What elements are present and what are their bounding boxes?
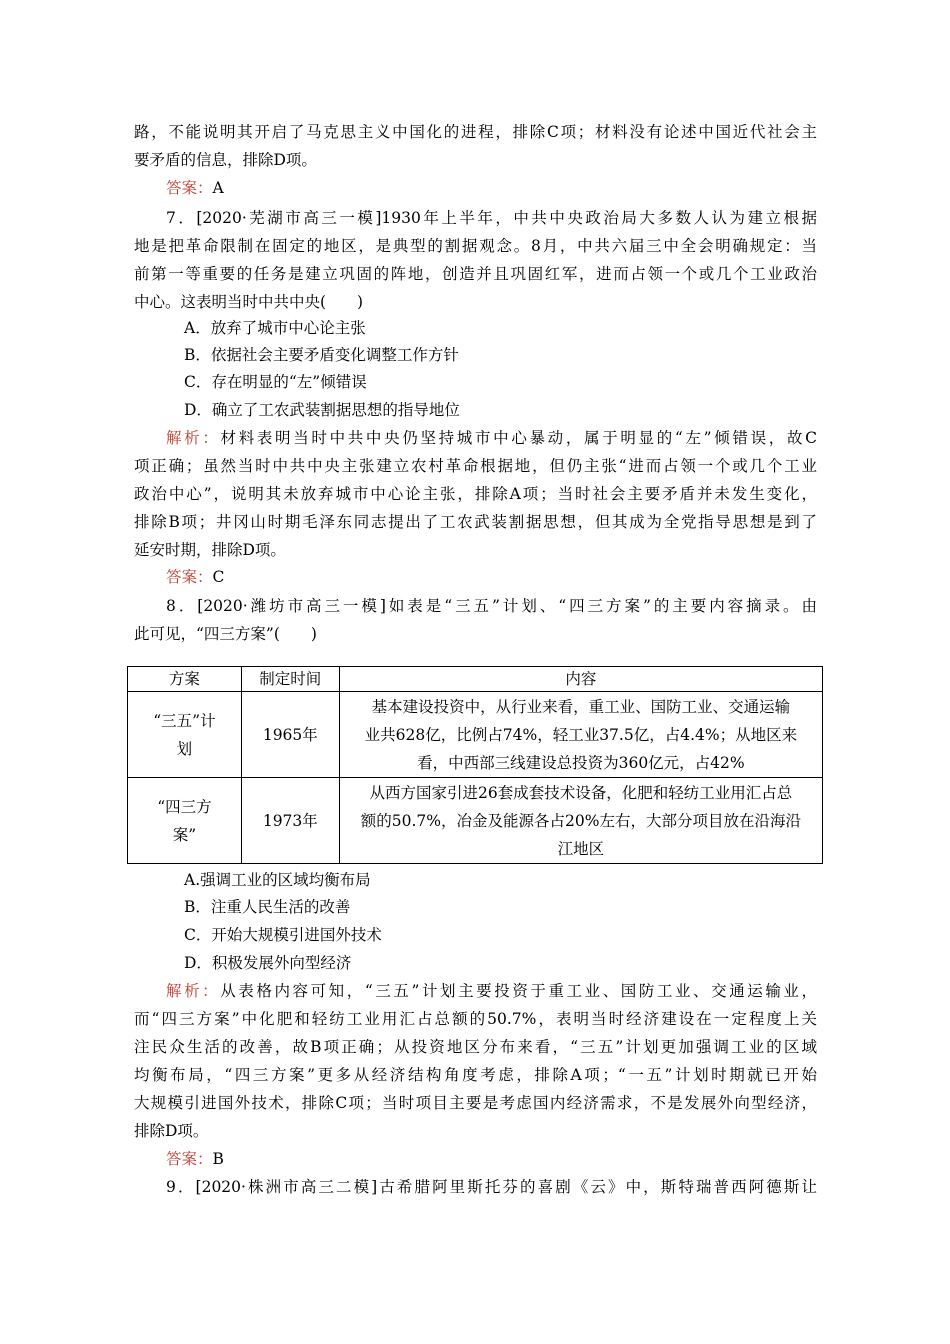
analysis-line: 注民众生活的改善，故B项正确；从投资地区分布来看，“三五”计划更加强调工业的区域 <box>134 1038 817 1056</box>
option-c: C．开始大规模引进国外技术 <box>184 926 382 944</box>
analysis-line: 均衡布局，“四三方案”更多从经济结构角度考虑，排除A项；“一五”计划时期就已开始 <box>134 1066 817 1084</box>
option-c: C．存在明显的“左”倾错误 <box>184 373 367 391</box>
analysis-line: 排除D项。 <box>134 1122 209 1140</box>
answer-label: 答案： <box>166 568 213 586</box>
analysis-line <box>166 424 817 452</box>
option-a: A．放弃了城市中心论主张 <box>184 319 366 337</box>
question-line: 8．[2020·潍坊市高三一模]如表是“三五”计划、“四三方案”的主要内容摘录。由 <box>166 597 817 615</box>
analysis-line: 而“四三方案”中化肥和轻纺工业用汇占总额的50.7%，表明当时经济建设在一定程度上关 <box>134 1010 817 1028</box>
content-cell: 基本建设投资中，从行业来看，重工业、国防工业、交通运输 业共628亿，比例占74%，轻工业37.5亿，占4.4%；从地区来 看，中西部三线建设总投资为360亿元，占42% <box>339 692 822 778</box>
question-line: 前第一等重要的任务是建立巩固的阵地，创造并且巩固红军，进而占领一个或几个工业政治 <box>134 265 817 283</box>
time-cell: 1973年 <box>241 778 339 864</box>
answer-line <box>166 563 224 591</box>
option-d: D．积极发展外向型经济 <box>184 954 352 972</box>
question-line: 7．[2020·芜湖市高三一模]1930年上半年，中共中央政治局大多数人认为建立根据 <box>166 209 817 227</box>
question-line: 9．[2020·株洲市高三二模]古希腊阿里斯托芬的喜剧《云》中，斯特瑞普西阿德斯让 <box>166 1178 817 1196</box>
analysis-line <box>166 977 817 1005</box>
answer-value: B <box>212 1150 224 1168</box>
analysis-label: 解析： <box>166 429 221 447</box>
answer-line <box>166 174 224 202</box>
answer-value: A <box>212 179 224 197</box>
option-d: D．确立了工农武装割据思想的指导地位 <box>184 401 460 419</box>
answer-value: C <box>212 568 225 586</box>
table-row <box>128 692 823 778</box>
answer-label: 答案： <box>166 1150 213 1168</box>
analysis-line: 延安时期，排除D项。 <box>134 541 286 559</box>
text-line: 路，不能说明其开启了马克思主义中国化的进程，排除C项；材料没有论述中国近代社会主 <box>134 123 817 141</box>
question-line: 此可见，“四三方案”( ) <box>134 625 317 643</box>
option-b: B．依据社会主要矛盾变化调整工作方针 <box>184 346 459 364</box>
analysis-label: 解析： <box>166 982 221 1000</box>
table-header: 方案 <box>128 667 242 692</box>
table-header: 制定时间 <box>241 667 339 692</box>
table-header: 内容 <box>339 667 822 692</box>
time-cell: 1965年 <box>241 692 339 778</box>
analysis-text: 材料表明当时中共中央仍坚持城市中心暴动，属于明显的“左”倾错误，故C <box>220 429 817 447</box>
table-row <box>128 778 823 864</box>
answer-line <box>166 1145 224 1173</box>
analysis-line: 大规模引进国外技术，排除C项；当时项目主要是考虑国内经济需求，不是发展外向型经济， <box>134 1094 817 1112</box>
content-cell: 从西方国家引进26套成套技术设备，化肥和轻纺工业用汇占总 额的50.7%，冶金及能源各占20%左右，大部分项目放在沿海沿 江地区 <box>339 778 822 864</box>
question-line: 中心。这表明当时中共中央( ) <box>134 293 364 311</box>
answer-label: 答案： <box>166 179 213 197</box>
plan-cell: “四三方 案” <box>128 778 242 864</box>
analysis-line: 政治中心”，说明其未放弃城市中心论主张，排除A项；当时社会主要矛盾并未发生变化， <box>134 485 817 503</box>
analysis-line: 排除B项；井冈山时期毛泽东同志提出了工农武装割据思想，但其成为全党指导思想是到了 <box>134 513 817 531</box>
text-line: 要矛盾的信息，排除D项。 <box>134 151 317 169</box>
plan-table <box>127 666 823 864</box>
option-b: B．注重人民生活的改善 <box>184 898 351 916</box>
option-a: A.强调工业的区域均衡布局 <box>184 871 371 889</box>
plan-cell: “三五”计 划 <box>128 692 242 778</box>
analysis-line: 项正确；虽然当时中共中央主张建立农村革命根据地，但仍主张“进而占领一个或几个工业 <box>134 457 817 475</box>
analysis-text: 从表格内容可知，“三五”计划主要投资于重工业、国防工业、交通运输业， <box>220 982 817 1000</box>
question-line: 地是把革命限制在固定的地区，是典型的割据观念。8月，中共六届三中全会明确规定：当 <box>134 237 817 255</box>
table-header-row <box>128 667 823 692</box>
